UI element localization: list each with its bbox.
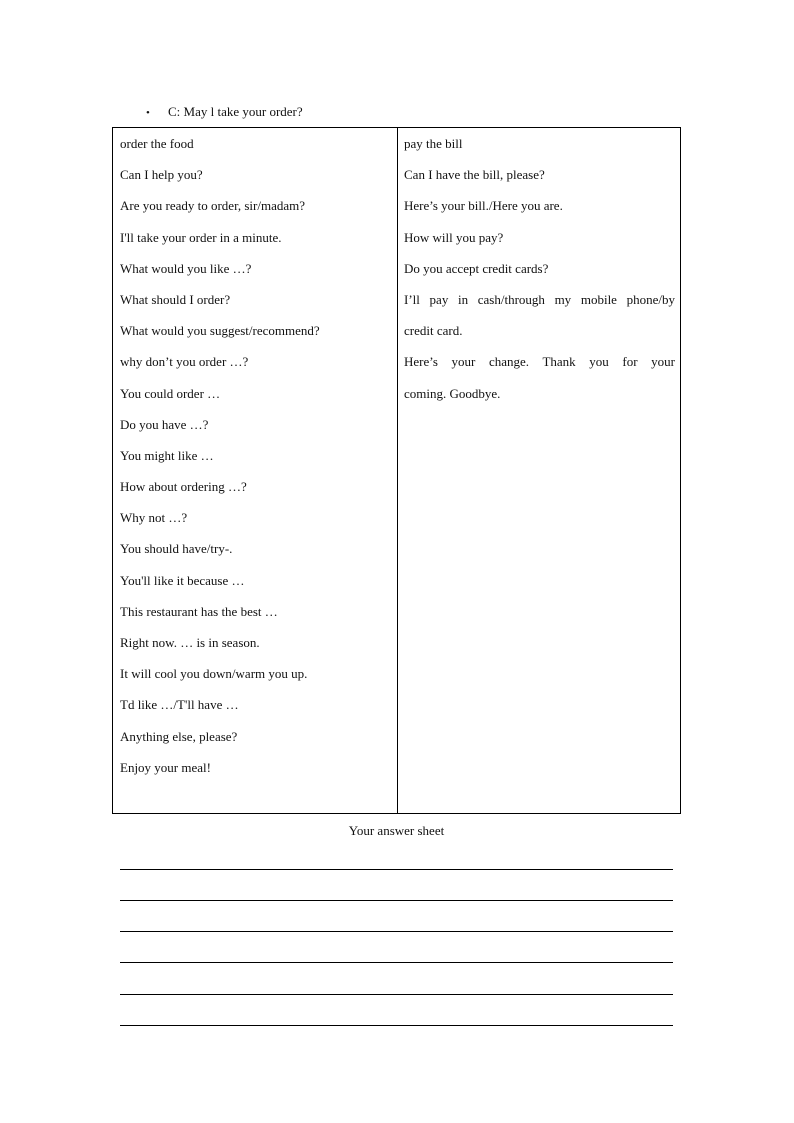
phrase-line: I'll take your order in a minute. — [120, 229, 282, 245]
phrase-line: You should have/try-. — [120, 541, 233, 557]
column-divider — [397, 128, 398, 813]
phrase-line: I’ll pay in cash/through my mobile phone/by — [404, 291, 675, 307]
phrase-line: This restaurant has the best … — [120, 603, 278, 619]
order-food-column — [120, 134, 390, 789]
answer-line[interactable] — [120, 962, 673, 963]
phrase-line: You could order … — [120, 385, 221, 401]
answer-sheet-title: Your answer sheet — [348, 823, 445, 838]
phrase-line: Here’s your bill./Here you are. — [404, 198, 563, 214]
column-header-order-food: order the food — [120, 136, 194, 151]
phrase-line: How about ordering …? — [120, 479, 247, 495]
phrase-line: Can I help you? — [120, 167, 203, 183]
section-heading — [146, 103, 303, 122]
phrase-line: Do you have …? — [120, 416, 209, 432]
phrase-line: Enjoy your meal! — [120, 759, 211, 775]
column-header-pay-bill: pay the bill — [404, 136, 463, 151]
phrase-line: Are you ready to order, sir/madam? — [120, 198, 306, 214]
phrase-line: You'll like it because … — [120, 572, 245, 588]
answer-line[interactable] — [120, 994, 673, 995]
phrase-line: What should I order? — [120, 291, 231, 307]
phrase-line: How will you pay? — [404, 229, 504, 245]
phrase-line: Right now. … is in season. — [120, 635, 260, 650]
phrase-line: Why not …? — [120, 510, 188, 526]
pay-bill-column — [404, 134, 675, 415]
phrase-line: You might like … — [120, 447, 214, 463]
phrase-line: Td like …/T'll have … — [120, 697, 239, 713]
phrase-table — [112, 127, 681, 814]
section-heading-text: C: May l take your order? — [168, 104, 303, 119]
phrase-line: Anything else, please? — [120, 728, 238, 744]
answer-line[interactable] — [120, 869, 673, 870]
phrase-line: Here’s your change. Thank you for your — [404, 354, 675, 370]
answer-line[interactable] — [120, 1025, 673, 1026]
phrase-line: It will cool you down/warm you up. — [120, 666, 308, 682]
phrase-line: coming. Goodbye. — [404, 385, 501, 401]
bullet-icon: • — [146, 107, 150, 119]
answer-line[interactable] — [120, 931, 673, 932]
answer-line[interactable] — [120, 900, 673, 901]
phrase-line: credit card. — [404, 323, 463, 339]
phrase-line: What would you suggest/recommend? — [120, 323, 320, 339]
phrase-line: Can I have the bill, please? — [404, 167, 545, 183]
phrase-line: Do you accept credit cards? — [404, 260, 549, 276]
phrase-line: What would you like …? — [120, 260, 252, 276]
phrase-line: why don’t you order …? — [120, 354, 249, 370]
